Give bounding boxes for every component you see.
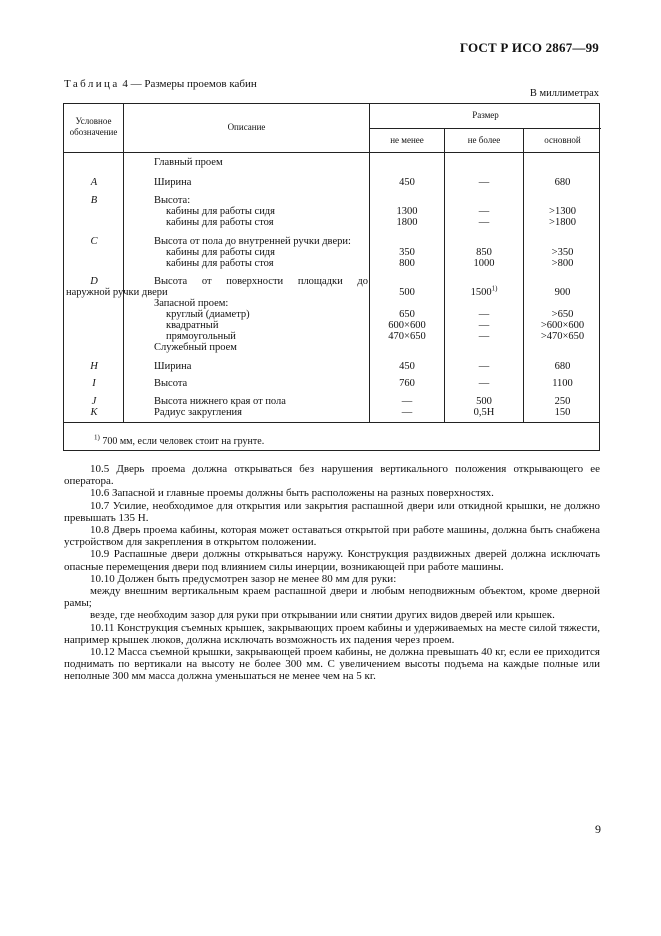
row-code: I: [92, 378, 96, 389]
row-min: 500: [399, 287, 415, 298]
row-description: Ширина: [154, 361, 192, 372]
row-code: C: [90, 236, 98, 247]
row-base: >1300: [549, 206, 576, 217]
row-min: 600×600: [388, 320, 426, 331]
row-code: D: [90, 276, 98, 287]
row-max: —: [478, 217, 490, 228]
row-base: 680: [554, 361, 571, 372]
table-row: [64, 360, 599, 373]
row-description: кабины для работы сидя: [166, 206, 275, 217]
row-description: Ширина: [154, 177, 192, 188]
row-max: —: [478, 361, 490, 372]
paragraph: 10.10 Должен быть предусмотрен зазор не менее 80 мм для руки:: [90, 572, 397, 585]
table-divider: [64, 422, 599, 423]
row-description: Радиус закругления: [154, 407, 243, 418]
row-description: кабины для работы стоя: [166, 258, 274, 269]
row-base: >350: [551, 247, 574, 258]
row-base: 680: [554, 177, 571, 188]
body-text: [64, 463, 600, 683]
paragraph: везде, где необходим зазор для руки при открывании или снятии других видов дверей или крышек.: [90, 609, 555, 622]
table-row: [64, 341, 599, 354]
row-description: круглый (диаметр): [166, 309, 250, 320]
row-max: 500: [476, 396, 492, 407]
paragraph: 10.5 Дверь проема должна открываться без нарушения вертикального положения открывающего ее оператора.: [64, 463, 600, 488]
row-min: —: [401, 396, 413, 407]
paragraph: 10.9 Распашные двери должны открываться наружу. Конструкция раздвижных дверей должна исключать опасные перемещения двери под влиянием силы инерции, возникающей при работе машины.: [64, 548, 600, 573]
table-row: [64, 156, 599, 169]
row-max: —: [478, 177, 490, 188]
row-description: Высота от пола до внутренней ручки двери:: [154, 236, 351, 247]
paragraph: 10.11 Конструкция съемных крышек, закрывающих проем кабины и удерживаемых на месте силой тяжести, например крышек люков, должна исключать возможность их падения через проем.: [64, 621, 600, 646]
table-caption-word: Таблица: [64, 78, 120, 90]
row-max-value: 1500: [470, 287, 492, 298]
row-description: кабины для работы сидя: [166, 247, 275, 258]
row-description: кабины для работы стоя: [166, 217, 274, 228]
row-min: 800: [399, 258, 415, 269]
row-description: Высота от поверхности площадки до: [154, 276, 368, 287]
header-size: Размер: [472, 110, 499, 120]
row-max: —: [478, 206, 490, 217]
table-footnote: [94, 433, 265, 447]
row-description: Высота:: [154, 195, 191, 206]
row-max: —: [478, 378, 490, 389]
row-code: H: [90, 361, 98, 372]
row-description: наружной ручки двери: [66, 287, 168, 298]
table-divider: [64, 152, 599, 153]
paragraph: 10.6 Запасной и главные проемы должны быть расположены на разных поверхностях.: [90, 487, 494, 500]
row-base: 900: [554, 287, 571, 298]
table-row: [64, 377, 599, 390]
paragraph: 10.7 Усилие, необходимое для открытия или закрытия распашной двери или откидной крышки, не должно превышать 135 Н.: [64, 499, 600, 524]
row-base: >470×650: [540, 331, 585, 342]
table-row: [64, 176, 599, 189]
paragraph: между внешним вертикальным краем распашной двери и любым неподвижным объектом, кроме дверной рамы;: [64, 585, 600, 610]
row-max: 850: [476, 247, 492, 258]
table-row: [64, 406, 599, 419]
row-base: 250: [554, 396, 571, 407]
row-description: Высота нижнего края от пола: [154, 396, 286, 407]
header-min: не менее: [390, 135, 424, 145]
table-row: [64, 257, 599, 270]
row-base: >600×600: [540, 320, 585, 331]
table-divider: [369, 128, 601, 129]
table-units: В миллиметрах: [529, 88, 599, 99]
row-min: —: [401, 407, 413, 418]
row-description: Запасной проем:: [154, 298, 229, 309]
row-description: Высота: [154, 378, 188, 389]
row-description: Служебный проем: [154, 342, 237, 353]
document-header: ГОСТ Р ИСО 2867—99: [459, 40, 599, 55]
row-max: 1000: [473, 258, 495, 269]
row-min: 450: [399, 177, 415, 188]
row-max: —: [478, 320, 490, 331]
row-min: 1300: [396, 206, 418, 217]
row-min: 350: [399, 247, 415, 258]
row-min: 470×650: [388, 331, 426, 342]
header-description: Описание: [227, 122, 266, 132]
row-base: >1800: [549, 217, 576, 228]
row-code: A: [90, 177, 98, 188]
paragraph: 10.12 Масса съемной крышки, закрывающей проем кабины, не должна превышать 40 кг, если ее приходится поднимать по вертикали на высоту не более 300 мм. С увеличением высоты подъема на каждые полные или неполные 300 мм масса должна уменьшаться не менее чем на 5 кг.: [64, 646, 600, 683]
row-base: >800: [551, 258, 574, 269]
row-description: Главный проем: [154, 157, 223, 168]
table-caption: [64, 78, 257, 90]
paragraph: 10.8 Дверь проема кабины, которая может оставаться открытой при работе машины, должна быть снабжена устройством для закрепления в открытом положении.: [64, 524, 600, 549]
header-code: Условное обозначение: [69, 116, 118, 137]
dimensions-table: [63, 103, 600, 451]
row-max: —: [478, 309, 490, 320]
row-code: B: [90, 195, 98, 206]
footnote-mark: 1): [94, 433, 100, 442]
row-min: 650: [399, 309, 415, 320]
row-min: 450: [399, 361, 415, 372]
footnote-text: 700 мм, если человек стоит на грунте.: [102, 436, 265, 447]
row-code: J: [91, 396, 97, 407]
table-row: [64, 216, 599, 229]
row-base: >650: [551, 309, 574, 320]
row-max: 0,5H: [473, 407, 495, 418]
header-base: основной: [544, 135, 581, 145]
row-min: 760: [399, 378, 415, 389]
row-min: 1800: [396, 217, 418, 228]
table-caption-title: 4 — Размеры проемов кабин: [122, 78, 257, 90]
row-description: квадратный: [166, 320, 219, 331]
row-base: 150: [554, 407, 571, 418]
footnote-mark: 1): [491, 284, 498, 293]
row-base: 1100: [552, 378, 573, 389]
page-number: 9: [595, 822, 601, 836]
row-max: —: [478, 331, 490, 342]
header-max: не более: [467, 135, 501, 145]
row-code: K: [90, 407, 98, 418]
row-description: прямоугольный: [166, 331, 236, 342]
